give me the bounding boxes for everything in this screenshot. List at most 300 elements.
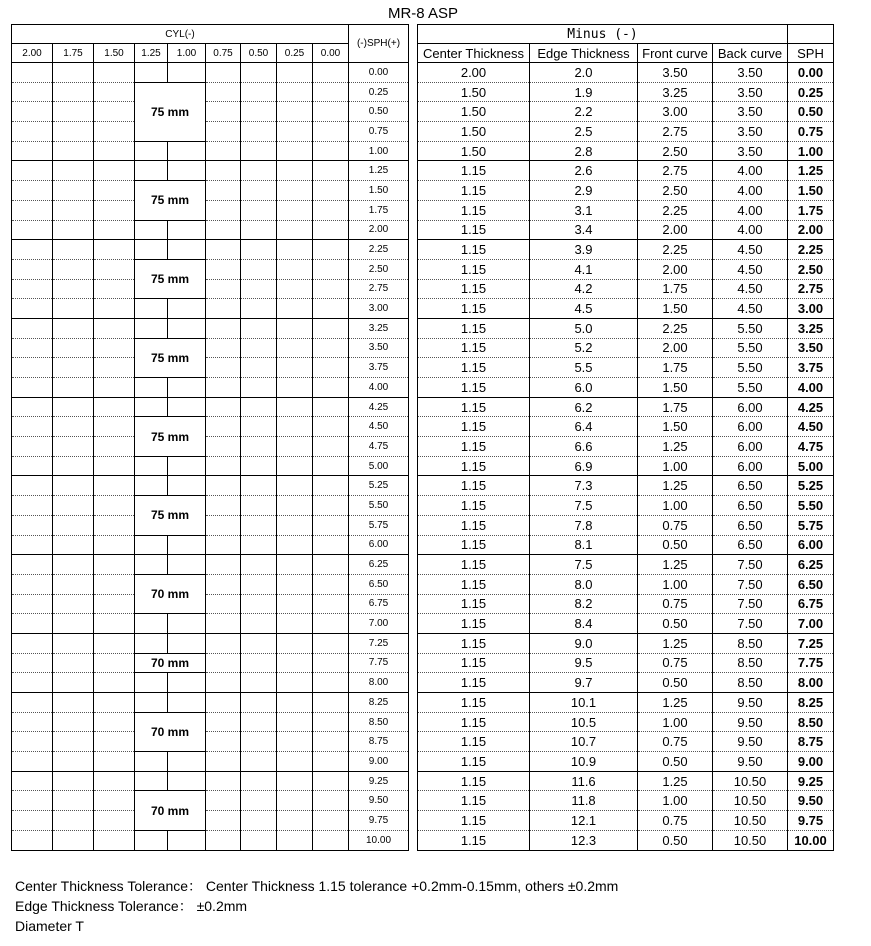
back-curve: 4.50 — [713, 259, 788, 279]
grid-cell — [12, 161, 53, 181]
back-curve: 4.00 — [713, 200, 788, 220]
front-curve: 0.50 — [638, 673, 713, 693]
center-thickness: 1.15 — [418, 200, 530, 220]
edge-thickness: 10.1 — [530, 693, 638, 713]
grid-cell — [277, 358, 313, 378]
grid-cell — [53, 338, 94, 358]
sph-value: 9.25 — [788, 771, 834, 791]
grid-cell — [206, 122, 241, 142]
grid-cell — [206, 279, 241, 299]
grid-cell — [313, 673, 349, 693]
sph-value: 3.25 — [349, 318, 409, 338]
spec-row — [418, 417, 834, 437]
grid-cell — [277, 338, 313, 358]
center-thickness: 1.15 — [418, 653, 530, 673]
grid-cell — [241, 614, 277, 634]
grid-cell — [94, 555, 135, 575]
grid-cell — [168, 752, 206, 772]
grid-cell — [313, 752, 349, 772]
sph-value: 1.75 — [349, 200, 409, 220]
grid-row — [12, 574, 409, 594]
sph-value: 4.75 — [349, 437, 409, 457]
sph-value: 3.00 — [349, 299, 409, 319]
grid-cell — [135, 63, 168, 83]
back-curve: 9.50 — [713, 712, 788, 732]
front-curve: 1.50 — [638, 299, 713, 319]
grid-cell — [241, 693, 277, 713]
spec-row — [418, 318, 834, 338]
grid-cell — [12, 417, 53, 437]
grid-row — [12, 476, 409, 496]
grid-cell — [206, 673, 241, 693]
grid-cell — [94, 456, 135, 476]
front-curve: 2.00 — [638, 259, 713, 279]
spec-row — [418, 693, 834, 713]
grid-cell — [313, 811, 349, 831]
spec-row — [418, 200, 834, 220]
column-header: Edge Thickness — [530, 44, 638, 63]
sph-value: 3.50 — [349, 338, 409, 358]
grid-cell — [277, 299, 313, 319]
spec-row — [418, 535, 834, 555]
front-curve: 1.25 — [638, 437, 713, 457]
edge-thickness: 2.8 — [530, 141, 638, 161]
grid-row — [12, 653, 409, 673]
sph-value: 4.75 — [788, 437, 834, 457]
grid-cell — [313, 378, 349, 398]
back-curve: 7.50 — [713, 555, 788, 575]
grid-cell — [135, 240, 168, 260]
front-curve: 1.50 — [638, 378, 713, 398]
grid-cell — [277, 141, 313, 161]
grid-cell — [94, 161, 135, 181]
grid-cell — [12, 378, 53, 398]
back-curve: 4.00 — [713, 161, 788, 181]
grid-cell — [12, 240, 53, 260]
edge-thickness-tolerance: Edge Thickness Tolerance： ±0.2mm — [15, 898, 248, 914]
back-curve: 6.00 — [713, 397, 788, 417]
grid-cell — [94, 122, 135, 142]
front-curve: 2.25 — [638, 240, 713, 260]
grid-cell — [241, 141, 277, 161]
grid-cell — [206, 338, 241, 358]
grid-cell — [168, 555, 206, 575]
grid-cell — [12, 102, 53, 122]
back-curve: 4.00 — [713, 181, 788, 201]
grid-cell — [53, 614, 94, 634]
sph-value: 5.00 — [788, 456, 834, 476]
grid-cell — [12, 594, 53, 614]
grid-cell — [313, 535, 349, 555]
sph-header: (-)SPH(+) — [349, 25, 409, 63]
grid-cell — [135, 633, 168, 653]
grid-cell — [241, 830, 277, 850]
grid-cell — [135, 771, 168, 791]
center-thickness: 1.15 — [418, 673, 530, 693]
grid-cell — [206, 181, 241, 201]
spec-row — [418, 220, 834, 240]
grid-cell — [53, 811, 94, 831]
grid-cell — [135, 752, 168, 772]
grid-cell — [12, 693, 53, 713]
center-thickness: 1.15 — [418, 496, 530, 516]
edge-thickness: 8.1 — [530, 535, 638, 555]
spec-row — [418, 299, 834, 319]
back-curve: 7.50 — [713, 614, 788, 634]
sph-value: 5.25 — [788, 476, 834, 496]
grid-cell — [53, 122, 94, 142]
grid-row — [12, 496, 409, 516]
sph-value: 1.50 — [349, 181, 409, 201]
grid-cell — [53, 771, 94, 791]
back-curve: 8.50 — [713, 653, 788, 673]
spec-row — [418, 437, 834, 457]
grid-cell — [206, 771, 241, 791]
lens-diameter-label: 75 mm — [135, 259, 206, 298]
grid-cell — [53, 437, 94, 457]
grid-cell — [12, 496, 53, 516]
spec-row — [418, 752, 834, 772]
grid-row — [12, 771, 409, 791]
grid-cell — [277, 279, 313, 299]
grid-cell — [12, 653, 53, 673]
grid-cell — [206, 594, 241, 614]
grid-cell — [53, 673, 94, 693]
center-thickness: 1.15 — [418, 771, 530, 791]
edge-thickness: 8.2 — [530, 594, 638, 614]
grid-cell — [241, 752, 277, 772]
grid-cell — [313, 614, 349, 634]
center-thickness: 1.15 — [418, 437, 530, 457]
edge-thickness: 7.8 — [530, 515, 638, 535]
grid-cell — [53, 299, 94, 319]
grid-cell — [168, 299, 206, 319]
grid-row — [12, 220, 409, 240]
grid-cell — [241, 515, 277, 535]
sph-header-blank — [788, 25, 834, 44]
sph-value: 7.25 — [349, 633, 409, 653]
spec-row — [418, 712, 834, 732]
grid-cell — [53, 378, 94, 398]
grid-cell — [241, 358, 277, 378]
back-curve: 6.50 — [713, 496, 788, 516]
grid-row — [12, 338, 409, 358]
grid-cell — [94, 535, 135, 555]
grid-cell — [313, 437, 349, 457]
grid-cell — [241, 102, 277, 122]
center-thickness: 1.15 — [418, 318, 530, 338]
grid-cell — [135, 830, 168, 850]
grid-cell — [313, 63, 349, 83]
grid-cell — [277, 82, 313, 102]
grid-cell — [94, 63, 135, 83]
grid-cell — [168, 693, 206, 713]
grid-cell — [241, 496, 277, 516]
sph-value: 5.75 — [788, 515, 834, 535]
grid-cell — [241, 771, 277, 791]
grid-cell — [206, 437, 241, 457]
front-curve: 2.50 — [638, 181, 713, 201]
cyl-value: 0.75 — [206, 44, 241, 63]
sph-value: 0.25 — [349, 82, 409, 102]
grid-cell — [277, 771, 313, 791]
grid-cell — [277, 240, 313, 260]
front-curve: 1.00 — [638, 791, 713, 811]
grid-cell — [53, 181, 94, 201]
edge-thickness: 9.5 — [530, 653, 638, 673]
edge-thickness: 10.7 — [530, 732, 638, 752]
grid-cell — [277, 122, 313, 142]
center-thickness: 1.15 — [418, 279, 530, 299]
grid-cell — [94, 279, 135, 299]
grid-cell — [135, 673, 168, 693]
spec-row — [418, 181, 834, 201]
grid-cell — [135, 299, 168, 319]
grid-cell — [94, 752, 135, 772]
grid-cell — [277, 259, 313, 279]
sph-value: 0.75 — [349, 122, 409, 142]
spec-row — [418, 63, 834, 83]
grid-cell — [313, 653, 349, 673]
edge-thickness: 11.6 — [530, 771, 638, 791]
back-curve: 6.50 — [713, 515, 788, 535]
center-thickness: 1.15 — [418, 791, 530, 811]
sph-value: 5.00 — [349, 456, 409, 476]
grid-row — [12, 141, 409, 161]
grid-cell — [241, 732, 277, 752]
center-thickness: 1.15 — [418, 633, 530, 653]
edge-thickness: 3.1 — [530, 200, 638, 220]
grid-cell — [53, 456, 94, 476]
edge-thickness: 9.7 — [530, 673, 638, 693]
grid-cell — [168, 456, 206, 476]
edge-thickness: 6.4 — [530, 417, 638, 437]
grid-cell — [241, 200, 277, 220]
grid-cell — [94, 82, 135, 102]
cyl-sph-grid — [11, 24, 409, 851]
back-curve: 4.50 — [713, 240, 788, 260]
grid-cell — [277, 318, 313, 338]
grid-cell — [241, 633, 277, 653]
back-curve: 5.50 — [713, 318, 788, 338]
grid-cell — [313, 102, 349, 122]
sph-value: 0.00 — [788, 63, 834, 83]
grid-cell — [135, 476, 168, 496]
grid-row — [12, 830, 409, 850]
sph-value: 8.25 — [349, 693, 409, 713]
grid-cell — [12, 141, 53, 161]
grid-cell — [241, 555, 277, 575]
grid-cell — [206, 200, 241, 220]
grid-cell — [135, 220, 168, 240]
back-curve: 5.50 — [713, 338, 788, 358]
grid-cell — [53, 82, 94, 102]
grid-cell — [206, 456, 241, 476]
center-thickness: 1.15 — [418, 693, 530, 713]
grid-cell — [313, 279, 349, 299]
grid-cell — [277, 397, 313, 417]
grid-cell — [313, 712, 349, 732]
edge-thickness: 12.3 — [530, 830, 638, 850]
column-header: Back curve — [713, 44, 788, 63]
front-curve: 0.75 — [638, 653, 713, 673]
lens-diameter-label: 75 mm — [135, 496, 206, 535]
grid-cell — [12, 712, 53, 732]
grid-cell — [94, 220, 135, 240]
center-thickness: 1.15 — [418, 181, 530, 201]
grid-cell — [12, 752, 53, 772]
edge-thickness: 5.5 — [530, 358, 638, 378]
grid-cell — [241, 456, 277, 476]
sph-value: 0.25 — [788, 82, 834, 102]
grid-cell — [241, 82, 277, 102]
edge-thickness: 4.5 — [530, 299, 638, 319]
spec-row — [418, 358, 834, 378]
cyl-header: CYL(-) — [12, 25, 349, 44]
grid-row — [12, 456, 409, 476]
back-curve: 9.50 — [713, 752, 788, 772]
grid-cell — [12, 574, 53, 594]
sph-value: 4.50 — [788, 417, 834, 437]
grid-row — [12, 82, 409, 102]
center-thickness: 1.15 — [418, 358, 530, 378]
center-thickness: 1.15 — [418, 397, 530, 417]
grid-cell — [12, 673, 53, 693]
grid-cell — [277, 732, 313, 752]
grid-cell — [12, 830, 53, 850]
front-curve: 2.75 — [638, 161, 713, 181]
grid-row — [12, 378, 409, 398]
grid-cell — [53, 712, 94, 732]
grid-cell — [241, 318, 277, 338]
grid-cell — [313, 496, 349, 516]
grid-cell — [12, 181, 53, 201]
front-curve: 2.75 — [638, 122, 713, 142]
front-curve: 1.00 — [638, 712, 713, 732]
grid-cell — [313, 338, 349, 358]
grid-row — [12, 299, 409, 319]
sph-value: 3.50 — [788, 338, 834, 358]
back-curve: 6.50 — [713, 535, 788, 555]
edge-thickness: 7.5 — [530, 555, 638, 575]
minus-spec-table — [417, 24, 834, 851]
grid-cell — [53, 515, 94, 535]
grid-row — [12, 122, 409, 142]
center-thickness: 1.15 — [418, 299, 530, 319]
spec-row — [418, 732, 834, 752]
grid-cell — [53, 555, 94, 575]
grid-row — [12, 437, 409, 457]
grid-cell — [168, 378, 206, 398]
grid-cell — [94, 771, 135, 791]
center-thickness: 1.15 — [418, 161, 530, 181]
grid-cell — [53, 102, 94, 122]
grid-cell — [206, 141, 241, 161]
grid-cell — [313, 693, 349, 713]
grid-cell — [12, 633, 53, 653]
grid-cell — [206, 515, 241, 535]
grid-cell — [241, 220, 277, 240]
spec-row — [418, 515, 834, 535]
back-curve: 3.50 — [713, 141, 788, 161]
grid-cell — [53, 791, 94, 811]
front-curve: 1.25 — [638, 771, 713, 791]
grid-cell — [241, 397, 277, 417]
grid-row — [12, 732, 409, 752]
grid-cell — [206, 693, 241, 713]
grid-cell — [206, 476, 241, 496]
lens-diameter-label: 75 mm — [135, 82, 206, 141]
front-curve: 2.25 — [638, 318, 713, 338]
grid-cell — [241, 338, 277, 358]
grid-cell — [12, 811, 53, 831]
grid-cell — [135, 555, 168, 575]
back-curve: 10.50 — [713, 771, 788, 791]
front-curve: 3.00 — [638, 102, 713, 122]
center-thickness: 1.15 — [418, 378, 530, 398]
grid-cell — [168, 673, 206, 693]
spec-row — [418, 496, 834, 516]
spec-row — [418, 791, 834, 811]
sph-value: 8.50 — [788, 712, 834, 732]
grid-cell — [277, 102, 313, 122]
back-curve: 4.00 — [713, 220, 788, 240]
edge-thickness: 8.0 — [530, 574, 638, 594]
grid-cell — [277, 653, 313, 673]
grid-cell — [53, 752, 94, 772]
grid-cell — [94, 200, 135, 220]
lens-diameter-label: 75 mm — [135, 338, 206, 377]
grid-cell — [12, 476, 53, 496]
center-thickness-tolerance: Center Thickness Tolerance： Center Thickness 1.15 tolerance +0.2mm-0.15mm, others ±0.2mm — [15, 878, 619, 894]
grid-row — [12, 181, 409, 201]
edge-thickness: 6.6 — [530, 437, 638, 457]
sph-value: 3.25 — [788, 318, 834, 338]
column-header: Center Thickness — [418, 44, 530, 63]
front-curve: 2.25 — [638, 200, 713, 220]
spec-row — [418, 830, 834, 850]
sph-value: 9.50 — [788, 791, 834, 811]
grid-cell — [241, 712, 277, 732]
edge-thickness: 6.2 — [530, 397, 638, 417]
grid-cell — [277, 673, 313, 693]
front-curve: 1.25 — [638, 476, 713, 496]
grid-cell — [277, 378, 313, 398]
grid-cell — [206, 417, 241, 437]
grid-cell — [206, 752, 241, 772]
grid-cell — [206, 63, 241, 83]
grid-cell — [277, 220, 313, 240]
grid-cell — [206, 496, 241, 516]
sph-value: 7.00 — [349, 614, 409, 634]
sph-value: 9.00 — [349, 752, 409, 772]
grid-cell — [313, 220, 349, 240]
center-thickness: 1.15 — [418, 574, 530, 594]
sph-value: 8.00 — [349, 673, 409, 693]
sph-value: 8.50 — [349, 712, 409, 732]
grid-cell — [168, 318, 206, 338]
grid-cell — [241, 594, 277, 614]
grid-cell — [168, 614, 206, 634]
grid-cell — [206, 791, 241, 811]
edge-thickness: 12.1 — [530, 811, 638, 831]
center-thickness: 1.50 — [418, 102, 530, 122]
grid-cell — [94, 614, 135, 634]
grid-cell — [277, 811, 313, 831]
grid-cell — [313, 318, 349, 338]
grid-cell — [313, 594, 349, 614]
spec-row — [418, 594, 834, 614]
